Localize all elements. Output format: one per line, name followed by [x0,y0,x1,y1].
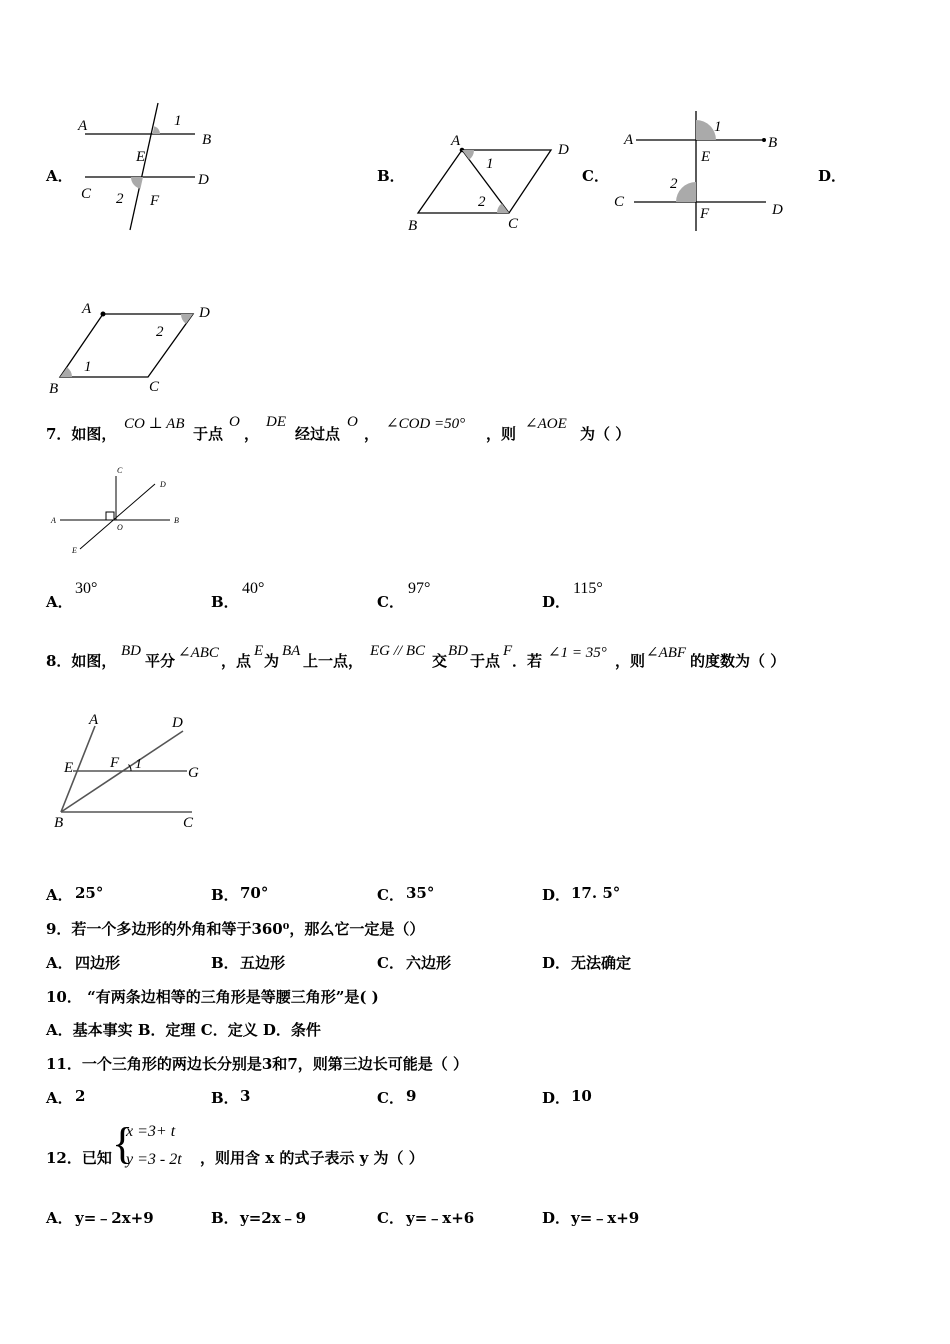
label-d: D [160,480,166,489]
q6-option-a-key: A． [46,167,73,185]
q8-expr: ∠1 = 35° [548,645,607,661]
label-a: A [624,132,634,148]
q7-text: ， [364,425,380,443]
q8-text: 的度数为（ ） [690,652,786,670]
q8-option-d-value: 17. 5° [571,884,621,902]
q7-expr-angle-aoe: ∠AOE [525,416,567,432]
q9-stem: 9．若一个多边形的外角和等于360⁰，那么它一定是（） [46,920,425,938]
q7-text: 为（ ） [580,425,631,443]
label-e: E [64,760,74,776]
q8-number: 8．如图， [46,652,117,670]
q12-option-d-value: y=﹣x+9 [571,1209,640,1227]
q7-number: 7．如图， [46,425,117,443]
label-angle-2: 2 [116,191,124,207]
q8-text: 于点 [470,652,501,670]
q8-expr: E [254,643,264,659]
q7-expr-angle-cod: ∠COD =50° [386,416,466,432]
label-angle-2: 2 [156,324,164,340]
q12-option-a-value: y=﹣2x+9 [75,1209,154,1227]
label-d: D [172,715,183,731]
label-a: A [78,118,88,134]
label-b: B [49,381,59,397]
label-angle-1: 1 [486,156,494,172]
q8-expr: F [503,643,513,659]
q9-option-d-key: D． [542,954,571,972]
q12-equation-1: x =3+ t [126,1123,176,1140]
label-c: C [81,186,92,202]
q8-option-b-value: 70° [240,884,269,902]
q7-text: ，则 [486,425,517,443]
q9-option-a-value: 四边形 [75,954,121,972]
q8-text: 平分 [145,652,176,670]
q6-option-b-key: B． [377,167,405,185]
q8-option-c-value: 35° [406,884,435,902]
label-angle-1: 1 [174,113,182,129]
label-e: E [701,149,711,165]
label-c: C [149,379,160,395]
q11-option-a-key: A． [46,1089,73,1107]
q8-option-d-key: D． [542,886,571,904]
q9-option-a-key: A． [46,954,73,972]
label-f: F [110,755,120,771]
q7-point-o: O [347,414,358,430]
label-angle-2: 2 [670,176,678,192]
q8-expr: BD [448,643,468,659]
q12-equation-2: y =3 - 2t [126,1151,182,1168]
q9-option-b-key: B． [211,954,239,972]
label-a: A [51,516,56,525]
label-a: A [82,301,92,317]
q7-option-d-key: D． [542,593,571,611]
label-g: G [188,765,199,781]
label-d: D [198,172,209,188]
label-angle-2: 2 [478,194,486,210]
label-o: O [117,523,123,532]
q11-option-c-key: C． [377,1089,404,1107]
label-c: C [614,194,625,210]
q9-option-c-value: 六边形 [406,954,452,972]
label-a: A [89,712,99,728]
label-c: C [117,466,123,475]
q7-option-c-value: 97° [408,580,431,597]
q7-option-b-key: B． [211,593,239,611]
q11-option-b-value: 3 [240,1087,251,1105]
q7-option-c-key: C． [377,593,404,611]
label-d: D [199,305,210,321]
q7-point-o: O [229,414,240,430]
label-b: B [768,135,778,151]
label-b: B [202,132,212,148]
q8-option-a-value: 25° [75,884,104,902]
q10-stem: 10． “有两条边相等的三角形是等腰三角形”是( ) [46,988,379,1006]
label-angle-1: 1 [135,757,142,772]
q11-option-d-key: D． [542,1089,571,1107]
q6-option-c-key: C． [582,167,609,185]
label-c: C [508,216,519,232]
label-b: B [174,516,179,525]
q8-expr: ∠ABF [646,645,687,661]
q11-option-a-value: 2 [75,1087,86,1105]
q8-text: ，则 [615,652,646,670]
label-d: D [558,142,569,158]
q7-option-a-value: 30° [75,580,98,597]
q8-text: ，点 [221,652,252,670]
q12-option-b-key: B． [211,1209,239,1227]
q7-text: ， [244,425,260,443]
label-b: B [408,218,418,234]
q8-option-a-key: A． [46,886,73,904]
q7-option-a-key: A． [46,593,73,611]
label-f: F [150,193,160,209]
q8-text: 交 [432,652,448,670]
label-angle-1: 1 [84,359,92,375]
q11-stem: 11．一个三角形的两边长分别是3和7，则第三边长可能是（ ） [46,1055,468,1073]
q8-text: 上一点， [303,652,364,670]
label-d: D [772,202,783,218]
q12-option-b-value: y=2x﹣9 [240,1209,307,1227]
q9-option-d-value: 无法确定 [571,954,632,972]
q12-brace: { [112,1119,134,1168]
q8-expr: EG // BC [370,643,425,659]
q7-option-d-value: 115° [573,580,603,597]
q8-option-c-key: C． [377,886,404,904]
q12-number: 12．已知 [46,1149,112,1167]
q7-text: 经过点 [295,425,341,443]
label-a: A [451,133,461,149]
label-c: C [183,815,194,831]
q8-expr: ∠ABC [178,645,219,661]
q10-options: A．基本事实 B．定理 C．定义 D．条件 [46,1021,321,1039]
label-e: E [72,546,77,555]
q11-option-d-value: 10 [571,1087,592,1105]
q7-expr-co-perp-ab: CO ⊥ AB [124,416,185,432]
q8-text: ．若 [512,652,543,670]
q12-option-c-key: C． [377,1209,404,1227]
q11-option-c-value: 9 [406,1087,417,1105]
q7-text: 于点 [193,425,224,443]
q7-option-b-value: 40° [242,580,265,597]
q8-option-b-key: B． [211,886,239,904]
q8-expr: BD [121,643,141,659]
label-b: B [54,815,64,831]
q9-option-c-key: C． [377,954,404,972]
q12-option-a-key: A． [46,1209,73,1227]
q12-option-c-value: y=﹣x+6 [406,1209,475,1227]
q11-option-b-key: B． [211,1089,239,1107]
q8-text: 为 [264,652,280,670]
label-angle-1: 1 [714,119,722,135]
q12-stem-tail: ，则用含 x 的式子表示 y 为（ ） [200,1149,424,1167]
q9-option-b-value: 五边形 [240,954,286,972]
label-e: E [136,149,146,165]
q6-option-d-key: D． [818,167,847,185]
label-f: F [700,206,710,222]
q12-option-d-key: D． [542,1209,571,1227]
q8-expr: BA [282,643,301,659]
q7-expr-de: DE [266,414,286,430]
